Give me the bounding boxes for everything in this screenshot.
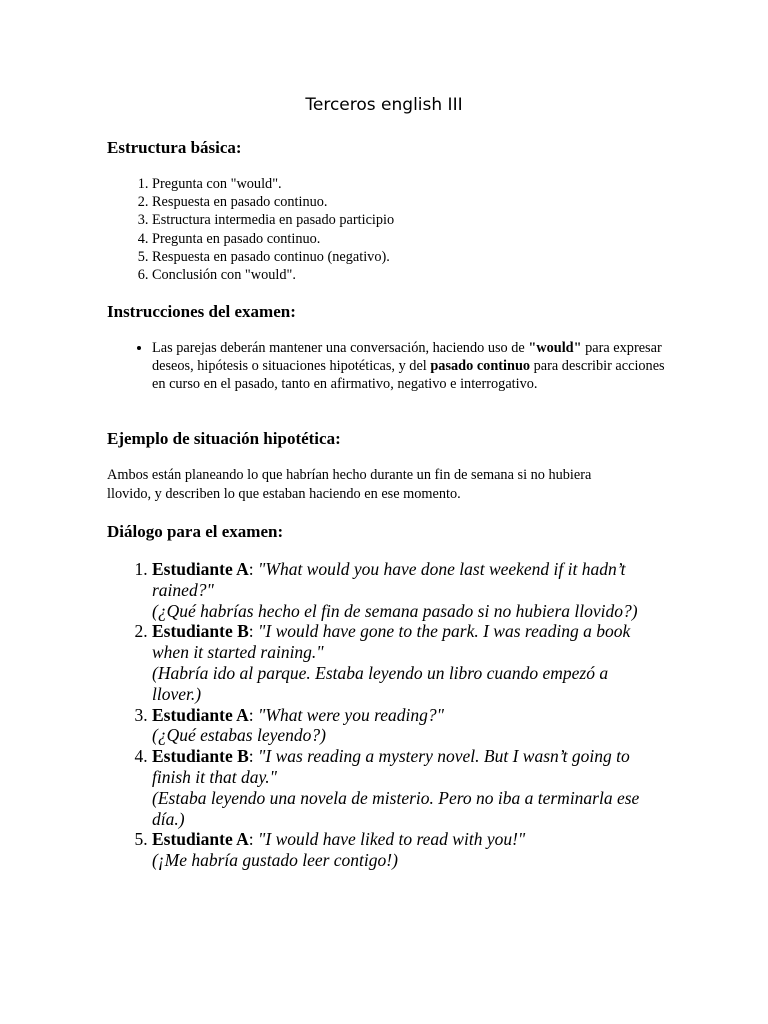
heading-ejemplo: Ejemplo de situación hipotética: (107, 429, 341, 448)
heading-dialogo: Diálogo para el examen: (107, 522, 284, 541)
estructura-list (107, 175, 652, 284)
heading-estructura: Estructura básica: (107, 138, 242, 157)
list-item: 1. Estudiante A: "What would you have done last weekend if it hadn’t rained?" (¿Qué habrías hecho el fin de semana pasado si no hubiera llovido?) (152, 559, 652, 621)
list-item: 5. Estudiante A: "I would have liked to read with you!" (¡Me habría gustado leer contigo!) (152, 829, 652, 871)
instrucciones-text-1: Las parejas deberán mantener una conversación, haciendo uso de (152, 340, 529, 356)
list-item: 5. Respuesta en pasado continuo (negativo). (152, 248, 652, 266)
list-item: 6. Conclusión con "would". (152, 266, 652, 284)
english-line: "I would have gone to the park. I was reading a book when it started raining." (152, 621, 631, 663)
speaker-name: Estudiante B (152, 746, 249, 767)
english-line: "I was reading a mystery novel. But I wasn’t going to finish it that day." (152, 746, 630, 787)
speaker-name: Estudiante A (152, 559, 249, 579)
list-item: 3. Estudiante A: "What were you reading?" (¿Qué estabas leyendo?) (152, 705, 652, 747)
english-line: "I would have liked to read with you!" (258, 829, 526, 850)
ejemplo-paragraph: Ambos están planeando lo que habrían hecho durante un fin de semana si no hubiera llovido, y describen lo que estaban haciendo en ese momento. (107, 467, 592, 502)
speaker-name: Estudiante A (152, 704, 249, 725)
list-item: 2. Estudiante B: "I would have gone to the park. I was reading a book when it started raining." (Habría ido al parque. Estaba leyendo un libro cuando empezó a llover.) (152, 621, 652, 704)
instrucciones-text-2: para expresar deseos, hipótesis o situaciones hipotéticas, y del (152, 340, 662, 375)
spanish-translation: (Estaba leyendo una novela de misterio. Pero no iba a terminarla ese día.) (152, 787, 640, 829)
list-item (152, 339, 672, 394)
speaker-name: Estudiante B (152, 621, 249, 642)
list-item: 4. Pregunta en pasado continuo. (152, 230, 652, 248)
list-item: 3. Estructura intermedia en pasado participio (152, 211, 652, 229)
dialogo-list (107, 559, 652, 871)
instrucciones-bold-pasado: pasado continuo (430, 358, 531, 375)
spanish-translation: (¿Qué estabas leyendo?) (152, 725, 326, 746)
heading-instrucciones: Instrucciones del examen: (107, 302, 296, 321)
list-item: 1. Pregunta con "would". (152, 175, 652, 193)
spanish-translation: (¡Me habría gustado leer contigo!) (152, 850, 398, 871)
english-line: "What would you have done last weekend if it hadn’t rained?" (152, 559, 626, 600)
english-line: "What were you reading?" (258, 704, 444, 725)
document-title: Terceros english III (305, 95, 463, 115)
speaker-name: Estudiante A (152, 829, 249, 850)
instrucciones-list (107, 339, 672, 394)
list-item: 4. Estudiante B: "I was reading a mystery novel. But I wasn’t going to finish it that day." (Estaba leyendo una novela de misterio. Pero no iba a terminarla ese día.) (152, 746, 652, 829)
instrucciones-text-3: para describir acciones en curso en el pasado, tanto en afirmativo, negativo e interrogativo. (152, 358, 665, 393)
spanish-translation: (¿Qué habrías hecho el fin de semana pasado si no hubiera llovido?) (152, 600, 638, 621)
spanish-translation: (Habría ido al parque. Estaba leyendo un libro cuando empezó a llover.) (152, 662, 609, 704)
list-item: 2. Respuesta en pasado continuo. (152, 193, 652, 211)
instrucciones-bold-would: "would" (528, 340, 582, 356)
